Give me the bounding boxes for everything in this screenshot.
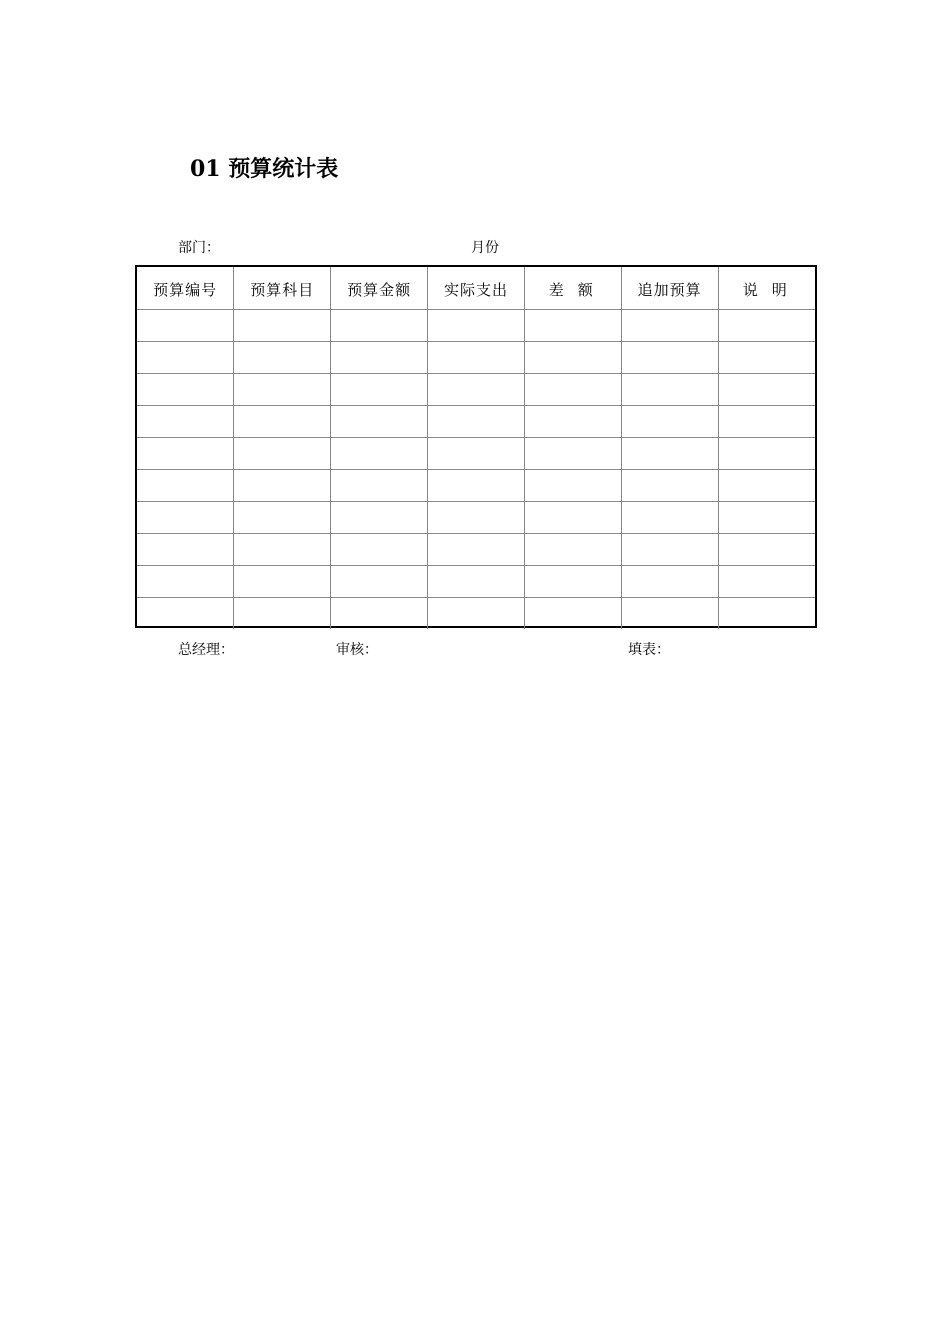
table-cell[interactable] xyxy=(234,406,331,438)
table-cell[interactable] xyxy=(137,342,234,374)
table-cell[interactable] xyxy=(621,406,718,438)
table-cell[interactable] xyxy=(331,566,428,598)
table-cell[interactable] xyxy=(234,470,331,502)
table-cell[interactable] xyxy=(331,598,428,630)
table-cell[interactable] xyxy=(621,342,718,374)
department-label: 部门： xyxy=(178,240,220,256)
table-cell[interactable] xyxy=(137,438,234,470)
header-additional-budget xyxy=(621,267,718,310)
table-cell[interactable] xyxy=(331,502,428,534)
header-actual-spend-label: 实际支出 xyxy=(443,281,508,299)
table-cell[interactable] xyxy=(524,534,621,566)
table-cell[interactable] xyxy=(428,310,525,342)
table-cell[interactable] xyxy=(331,470,428,502)
table-cell[interactable] xyxy=(718,534,815,566)
table-cell[interactable] xyxy=(428,598,525,630)
header-additional-budget-label: 追加预算 xyxy=(637,281,702,299)
table-row xyxy=(137,502,815,534)
table-cell[interactable] xyxy=(621,502,718,534)
table-row xyxy=(137,438,815,470)
table-row xyxy=(137,598,815,630)
table-cell[interactable] xyxy=(234,598,331,630)
table-cell[interactable] xyxy=(524,470,621,502)
table-cell[interactable] xyxy=(137,470,234,502)
table-cell[interactable] xyxy=(137,374,234,406)
table-cell[interactable] xyxy=(137,406,234,438)
page-title: 01 预算统计表 xyxy=(190,156,339,182)
table-cell[interactable] xyxy=(234,566,331,598)
table-cell[interactable] xyxy=(428,534,525,566)
table-cell[interactable] xyxy=(621,374,718,406)
table-cell[interactable] xyxy=(621,438,718,470)
table-cell[interactable] xyxy=(234,342,331,374)
header-budget-amount-label: 预算金额 xyxy=(347,281,412,299)
table-cell[interactable] xyxy=(524,406,621,438)
table-cell[interactable] xyxy=(718,374,815,406)
table-row xyxy=(137,342,815,374)
review-label: 审核： xyxy=(336,642,378,658)
header-budget-id xyxy=(137,267,234,310)
table-row xyxy=(137,374,815,406)
table-cell[interactable] xyxy=(621,566,718,598)
table-cell[interactable] xyxy=(234,534,331,566)
table-body xyxy=(137,310,815,630)
header-budget-subject-label: 预算科目 xyxy=(250,281,315,299)
table-cell[interactable] xyxy=(524,374,621,406)
filler-label: 填表： xyxy=(628,642,670,658)
table-cell[interactable] xyxy=(137,566,234,598)
table-cell[interactable] xyxy=(331,342,428,374)
table-cell[interactable] xyxy=(428,470,525,502)
table-cell[interactable] xyxy=(428,502,525,534)
table-cell[interactable] xyxy=(718,598,815,630)
table-cell[interactable] xyxy=(718,438,815,470)
table-cell[interactable] xyxy=(137,310,234,342)
header-notes-label: 说明 xyxy=(742,281,801,299)
table-cell[interactable] xyxy=(718,502,815,534)
table-cell[interactable] xyxy=(718,406,815,438)
table-cell[interactable] xyxy=(621,534,718,566)
table-cell[interactable] xyxy=(524,566,621,598)
table-cell[interactable] xyxy=(428,406,525,438)
table-cell[interactable] xyxy=(234,438,331,470)
budget-table-frame xyxy=(135,265,817,628)
header-difference-label: 差额 xyxy=(548,281,607,299)
header-notes xyxy=(718,267,815,310)
budget-table xyxy=(137,267,815,629)
table-cell[interactable] xyxy=(621,598,718,630)
table-cell[interactable] xyxy=(137,598,234,630)
table-cell[interactable] xyxy=(524,502,621,534)
table-cell[interactable] xyxy=(718,470,815,502)
table-cell[interactable] xyxy=(718,566,815,598)
table-header-row xyxy=(137,267,815,310)
table-row xyxy=(137,534,815,566)
table-cell[interactable] xyxy=(234,502,331,534)
general-manager-label: 总经理： xyxy=(178,642,234,658)
header-budget-subject xyxy=(234,267,331,310)
table-cell[interactable] xyxy=(331,374,428,406)
table-cell[interactable] xyxy=(428,566,525,598)
table-cell[interactable] xyxy=(331,310,428,342)
table-row xyxy=(137,406,815,438)
table-cell[interactable] xyxy=(428,438,525,470)
header-difference xyxy=(524,267,621,310)
table-cell[interactable] xyxy=(137,534,234,566)
table-cell[interactable] xyxy=(428,374,525,406)
table-row xyxy=(137,566,815,598)
table-cell[interactable] xyxy=(524,310,621,342)
table-cell[interactable] xyxy=(331,438,428,470)
table-cell[interactable] xyxy=(137,502,234,534)
table-cell[interactable] xyxy=(621,470,718,502)
table-cell[interactable] xyxy=(718,310,815,342)
header-budget-amount xyxy=(331,267,428,310)
table-row xyxy=(137,310,815,342)
table-cell[interactable] xyxy=(524,438,621,470)
header-budget-id-label: 预算编号 xyxy=(153,281,218,299)
header-actual-spend xyxy=(428,267,525,310)
table-cell[interactable] xyxy=(524,598,621,630)
table-cell[interactable] xyxy=(428,342,525,374)
month-label: 月份 xyxy=(471,240,499,256)
table-cell[interactable] xyxy=(234,310,331,342)
table-cell[interactable] xyxy=(718,342,815,374)
table-row xyxy=(137,470,815,502)
table-cell[interactable] xyxy=(331,534,428,566)
table-cell[interactable] xyxy=(234,374,331,406)
table-cell[interactable] xyxy=(331,406,428,438)
table-cell[interactable] xyxy=(524,342,621,374)
table-cell[interactable] xyxy=(621,310,718,342)
